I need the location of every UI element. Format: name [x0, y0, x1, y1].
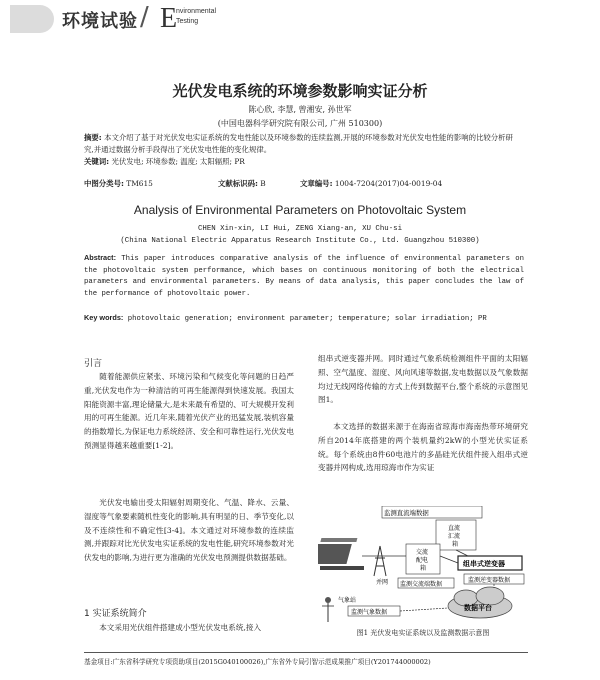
authors-zh: 陈心欣, 李慧, 曾湘安, 孙世军	[248, 105, 352, 114]
article-no-row	[300, 178, 442, 189]
authors-en: CHEN Xin-xin, LI Hui, ZENG Xiang-an, XU Chu-si	[197, 225, 402, 233]
abstract-zh	[84, 132, 522, 168]
doc-code-value: B	[260, 179, 266, 188]
figure-1-caption: 图1 光伏发电实证系统以及监测数据示意图	[356, 629, 490, 637]
solar-array-icon	[318, 538, 364, 570]
inverter-label: 组串式逆变器	[463, 560, 505, 568]
combiner-label-2: 汇流	[448, 533, 461, 540]
article-title-zh: 光伏发电系统的环境参数影响实证分析	[172, 82, 428, 100]
combiner-label-1: 直流	[448, 525, 461, 532]
ac-box-label-3: 箱	[420, 565, 427, 572]
ac-box-label-2: 配电	[416, 557, 429, 564]
ac-monitor-label: 监测交流端数据	[400, 581, 443, 588]
dc-monitor-label: 监测直流端数据	[384, 509, 429, 517]
clc-row	[84, 178, 153, 189]
header-corner-decoration	[10, 5, 54, 33]
journal-name-en-line2: Testing	[176, 18, 199, 25]
intro-paragraph-1: 随着能源供应紧张、环境污染和气候变化等问题的日趋严重,光伏发电作为一种清洁的可再生能源得到快速发展。我国太阳能资源丰富,理论储量大,是未来最有希望的、可大规模开发利用的可再生能源。近几年来,随着光伏产业的迅猛发展,装机容量的指数增长,为保证电力系统经济、安全和可靠性运行,光伏发电预测显得越来越重要[1-2]。	[84, 372, 294, 450]
header-logo-letter: E	[160, 3, 178, 34]
journal-name-zh: 环境试验	[62, 11, 138, 32]
ac-box-label-1: 交流	[416, 549, 429, 556]
abstract-en-label: Abstract:	[84, 253, 117, 262]
weather-monitor-label: 监测气象数据	[351, 609, 388, 616]
journal-name-en-line1: nvironmental	[176, 8, 217, 15]
doc-code-row	[218, 178, 266, 189]
inverter-monitor-label: 监测逆变器数据	[468, 577, 511, 584]
funding-footnote: 基金项目:广东省科学研究专项资助项目(2015G040100026),广东省外专局引智示范成果推广项目(Y201744000002)	[84, 658, 431, 666]
article-no-label: 文章编号:	[300, 179, 333, 188]
abstract-en	[84, 252, 524, 300]
keywords-zh-label: 关键词:	[84, 157, 110, 166]
combiner-label-3: 箱	[452, 541, 459, 548]
article-no-value: 1004-7204(2017)04-0019-04	[334, 179, 443, 188]
intro-heading: 引言	[84, 359, 103, 369]
keywords-zh-text: 光伏发电; 环境参数; 温度; 太阳辐照; PR	[111, 157, 245, 166]
clc-label: 中图分类号:	[84, 179, 124, 188]
keywords-en	[84, 313, 524, 323]
weather-station-icon	[322, 597, 334, 622]
data-platform-cloud	[448, 587, 512, 618]
affiliation-zh: (中国电器科学研究院有限公司, 广州 510300)	[217, 119, 383, 128]
section1-paragraph-1: 本文采用光伏组件搭建成小型光伏发电系统,接入	[99, 623, 262, 632]
right-paragraph-1: 组串式逆变器并网。同时通过气象系统检测组件平面的太阳辐照、空气温度、湿度、风向风速等数据,发电数据以及气象数据均过无线网络传输的方式上传到数据平台,整个系统的示意图见图1。	[318, 354, 528, 405]
footnote-rule	[84, 652, 528, 653]
journal-header	[0, 0, 600, 40]
affiliation-en: (China National Electric Apparatus Research Institute Co., Ltd. Guangzhou 510300)	[120, 237, 480, 245]
grid-label: 并网	[376, 579, 389, 586]
intro-paragraph-2: 光伏发电输出受太阳辐射周期变化、气温、降水、云量、湿度等气象要素随机性变化的影响,具有明显的日、季节变化,以及不连续性和不确定性[3-4]。本文通过对环境参数的连续监测,并跟踪对比光伏发电实证系统的发电性能,研究环境参数对光伏发电的影响,为进行更为准确的光伏发电预测提供数据基础。	[84, 498, 294, 563]
clc-value: TM615	[126, 179, 153, 188]
weather-station-label: 气象站	[338, 597, 357, 604]
section1-heading: 1 实证系统简介	[84, 609, 147, 619]
figure-1-system-diagram	[318, 506, 528, 624]
article-title-en: Analysis of Environmental Parameters on Photovoltaic System	[133, 203, 467, 217]
right-paragraph-2: 本文选择的数据来源于在海南省琼海市海南热带环境研究所自2014年底搭建的两个装机量约2kW的小型光伏实证系统。每个系统由8件60电池片的多晶硅光伏组件接入组串式逆变器并网构成,选用琼海市作为实证	[318, 422, 528, 473]
abstract-zh-label: 摘要:	[84, 133, 102, 142]
abstract-zh-text: 本文介绍了基于对光伏发电实证系统的发电性能以及环境参数的连续监测,开展的环境参数对光伏发电性能的影响的比较分析研究,并通过数据分析手段得出了光伏发电性能的变化规律。	[84, 133, 513, 154]
doc-code-label: 文献标识码:	[218, 179, 258, 188]
abstract-en-text: This paper introduces comparative analysis of the influence of environmental parameters on the photovoltaic system performance, which bases on continuous monitoring of both the electrical parameters and environmental parameters. By means of data analysis, this paper concludes the law of the performance of photovoltaic power.	[84, 255, 524, 298]
keywords-en-label: Key words:	[84, 313, 124, 322]
header-slash: /	[140, 2, 149, 32]
keywords-en-text: photovoltaic generation; environment parameter; temperature; solar irradiation; PR	[127, 315, 487, 323]
grid-tower-icon	[374, 546, 386, 576]
data-platform-label: 数据平台	[464, 604, 492, 612]
